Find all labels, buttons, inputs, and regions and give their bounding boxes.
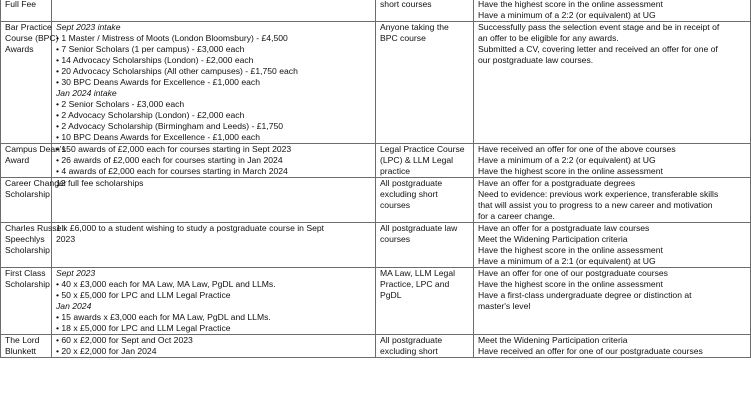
criteria-line: Have a minimum of a 2:1 (or equivalent) at UG xyxy=(478,256,656,266)
awards-cell xyxy=(52,144,376,178)
criteria-line: Have a first-class undergraduate degree or distinction at xyxy=(478,290,692,300)
criteria-line: Have the highest score in the online assessment xyxy=(478,166,663,176)
award-line: • 10 BPC Deans Awards for Excellence - £1,000 each xyxy=(56,132,373,143)
award-line: 2023 xyxy=(56,234,76,244)
award-line: • 60 x £2,000 for Sept and Oct 2023 xyxy=(56,335,373,346)
criteria-line: Have received an offer for one of our postgraduate courses xyxy=(478,346,703,356)
scholarship-name-line: Course (BPC) xyxy=(5,33,59,43)
criteria-line: master's level xyxy=(478,301,531,311)
intake-heading: Jan 2024 intake xyxy=(56,88,117,98)
criteria-line: Meet the Widening Participation criteria xyxy=(478,234,628,244)
eligibility-cell xyxy=(376,22,474,144)
eligibility-line: courses xyxy=(380,234,411,244)
eligibility-line: Legal Practice Course xyxy=(380,144,465,154)
eligibility-line: BPC course xyxy=(380,33,426,43)
eligibility-line: All postgraduate xyxy=(380,178,443,188)
scholarship-name-cell xyxy=(1,144,66,178)
criteria-line: Meet the Widening Participation criteria xyxy=(478,335,628,345)
scholarship-name-line: First Class xyxy=(5,268,46,278)
award-line: • 26 awards of £2,000 each for courses starting in Jan 2024 xyxy=(56,155,373,166)
scholarship-name-line: Career Changer xyxy=(5,178,67,188)
award-line: • 30 BPC Deans Awards for Excellence - £1,000 each xyxy=(56,77,373,88)
award-line: • 1 Master / Mistress of Moots (London Bloomsbury) - £4,500 xyxy=(56,33,373,44)
scholarship-name-cell xyxy=(1,268,52,335)
eligibility-line: excluding short xyxy=(380,346,438,356)
criteria-line: Have a minimum of a 2:2 (or equivalent) at UG xyxy=(478,155,656,165)
criteria-line: our postgraduate law courses. xyxy=(478,55,594,65)
awards-cell xyxy=(52,335,376,358)
award-line: • 40 x £3,000 each for MA Law, MA Law, PgDL and LLMs. xyxy=(56,279,373,290)
scholarship-name-line: Scholarship xyxy=(5,189,50,199)
table-row xyxy=(1,144,751,178)
awards-cell xyxy=(52,223,376,268)
scholarship-name-line: The Lord xyxy=(5,335,40,345)
criteria-line: Have an offer for one of our postgraduate courses xyxy=(478,268,668,278)
eligibility-line: All postgraduate law xyxy=(380,223,458,233)
criteria-cell xyxy=(474,335,751,358)
table-row xyxy=(1,178,751,223)
criteria-line: Have an offer for a postgraduate degrees xyxy=(478,178,636,188)
table-row xyxy=(1,223,751,268)
criteria-cell xyxy=(474,22,751,144)
scholarship-name-cell xyxy=(1,0,52,22)
award-line: • 18 x £5,000 for LPC and LLM Legal Practice xyxy=(56,323,373,334)
eligibility-line: Practice, LPC and xyxy=(380,279,450,289)
eligibility-line: PgDL xyxy=(380,290,402,300)
criteria-line: an offer to be eligible for any awards. xyxy=(478,33,619,43)
award-line: • 2 Advocacy Scholarship (Birmingham and Leeds) - £1,750 xyxy=(56,121,373,132)
eligibility-line: Anyone taking the xyxy=(380,22,449,32)
criteria-line: Have a minimum of a 2:2 (or equivalent) at UG xyxy=(478,10,656,20)
criteria-cell xyxy=(474,268,751,335)
table-row xyxy=(1,22,751,144)
scholarship-name-line: Charles Russell xyxy=(5,223,66,233)
scholarship-name-line: Speechlys xyxy=(5,234,45,244)
award-line: • 50 x £5,000 for LPC and LLM Legal Practice xyxy=(56,290,373,301)
award-line: • 2 Senior Scholars - £3,000 each xyxy=(56,99,373,110)
eligibility-cell xyxy=(376,268,474,335)
eligibility-cell xyxy=(376,144,474,178)
criteria-line: that will assist you to progress to a new career and motivation xyxy=(478,200,713,210)
scholarship-name-line: Blunkett xyxy=(5,346,37,356)
award-line: • 14 Advocacy Scholarships (London) - £2,000 each xyxy=(56,55,373,66)
award-line: • 2 Advocacy Scholarship (London) - £2,000 each xyxy=(56,110,373,121)
table-row xyxy=(1,335,751,358)
criteria-line: Need to evidence: previous work experience, transferable skills xyxy=(478,189,719,199)
criteria-line: Have an offer for a postgraduate law courses xyxy=(478,223,650,233)
scholarship-name-cell xyxy=(1,22,59,144)
award-line: • 20 x £2,000 for Jan 2024 xyxy=(56,346,373,357)
award-line: 12 full fee scholarships xyxy=(56,178,144,188)
scholarship-name-line: Awards xyxy=(5,44,34,54)
eligibility-line: practice xyxy=(380,166,411,176)
scholarship-name-line: Campus Dean's xyxy=(5,144,66,154)
table-row xyxy=(1,268,751,335)
scholarship-name-cell xyxy=(1,335,52,358)
scholarship-name-line: Full Fee xyxy=(5,0,37,9)
award-line: 1 x £6,000 to a student wishing to study a postgraduate course in Sept xyxy=(56,223,325,233)
award-line: • 150 awards of £2,000 each for courses starting in Sept 2023 xyxy=(56,144,373,155)
eligibility-line: MA Law, LLM Legal xyxy=(380,268,456,278)
criteria-cell xyxy=(474,223,751,268)
scholarship-name-line: Scholarship xyxy=(5,245,50,255)
scholarships-table-body xyxy=(1,0,751,358)
criteria-line: Submitted a CV, covering letter and received an offer for one of xyxy=(478,44,718,54)
eligibility-cell xyxy=(376,223,474,268)
eligibility-line: courses xyxy=(380,200,411,210)
criteria-line: Have the highest score in the online assessment xyxy=(478,279,663,289)
criteria-line: Have the highest score in the online assessment xyxy=(478,245,663,255)
eligibility-cell xyxy=(376,0,474,22)
intake-heading: Sept 2023 intake xyxy=(56,22,121,32)
award-line: • 4 awards of £2,000 each for courses starting in March 2024 xyxy=(56,166,373,177)
scholarship-name-line: Scholarship xyxy=(5,279,50,289)
criteria-cell xyxy=(474,0,751,22)
criteria-line: Have received an offer for one of the above courses xyxy=(478,144,676,154)
scholarship-name-cell xyxy=(1,178,67,223)
award-line: • 15 awards x £3,000 each for MA Law, PgDL and LLMs. xyxy=(56,312,373,323)
eligibility-cell xyxy=(376,335,474,358)
eligibility-line: short courses xyxy=(380,0,432,9)
award-line: • 20 Advocacy Scholarships (All other campuses) - £1,750 each xyxy=(56,66,373,77)
criteria-line: Have the highest score in the online assessment xyxy=(478,0,663,9)
eligibility-line: All postgraduate xyxy=(380,335,443,345)
awards-cell xyxy=(52,22,376,144)
eligibility-line: (LPC) & LLM Legal xyxy=(380,155,454,165)
criteria-line: Successfully pass the selection event stage and be in receipt of xyxy=(478,22,720,32)
criteria-cell xyxy=(474,178,751,223)
eligibility-cell xyxy=(376,178,474,223)
scholarship-name-line: Award xyxy=(5,155,30,165)
intake-heading: Jan 2024 xyxy=(56,301,92,311)
awards-cell xyxy=(52,0,376,22)
table-row xyxy=(1,0,751,22)
awards-cell xyxy=(52,178,376,223)
scholarship-name-line: Bar Practice xyxy=(5,22,52,32)
intake-heading: Sept 2023 xyxy=(56,268,96,278)
awards-cell xyxy=(52,268,376,335)
eligibility-line: excluding short xyxy=(380,189,438,199)
award-line: • 7 Senior Scholars (1 per campus) - £3,000 each xyxy=(56,44,373,55)
criteria-cell xyxy=(474,144,751,178)
criteria-line: for a career change. xyxy=(478,211,555,221)
